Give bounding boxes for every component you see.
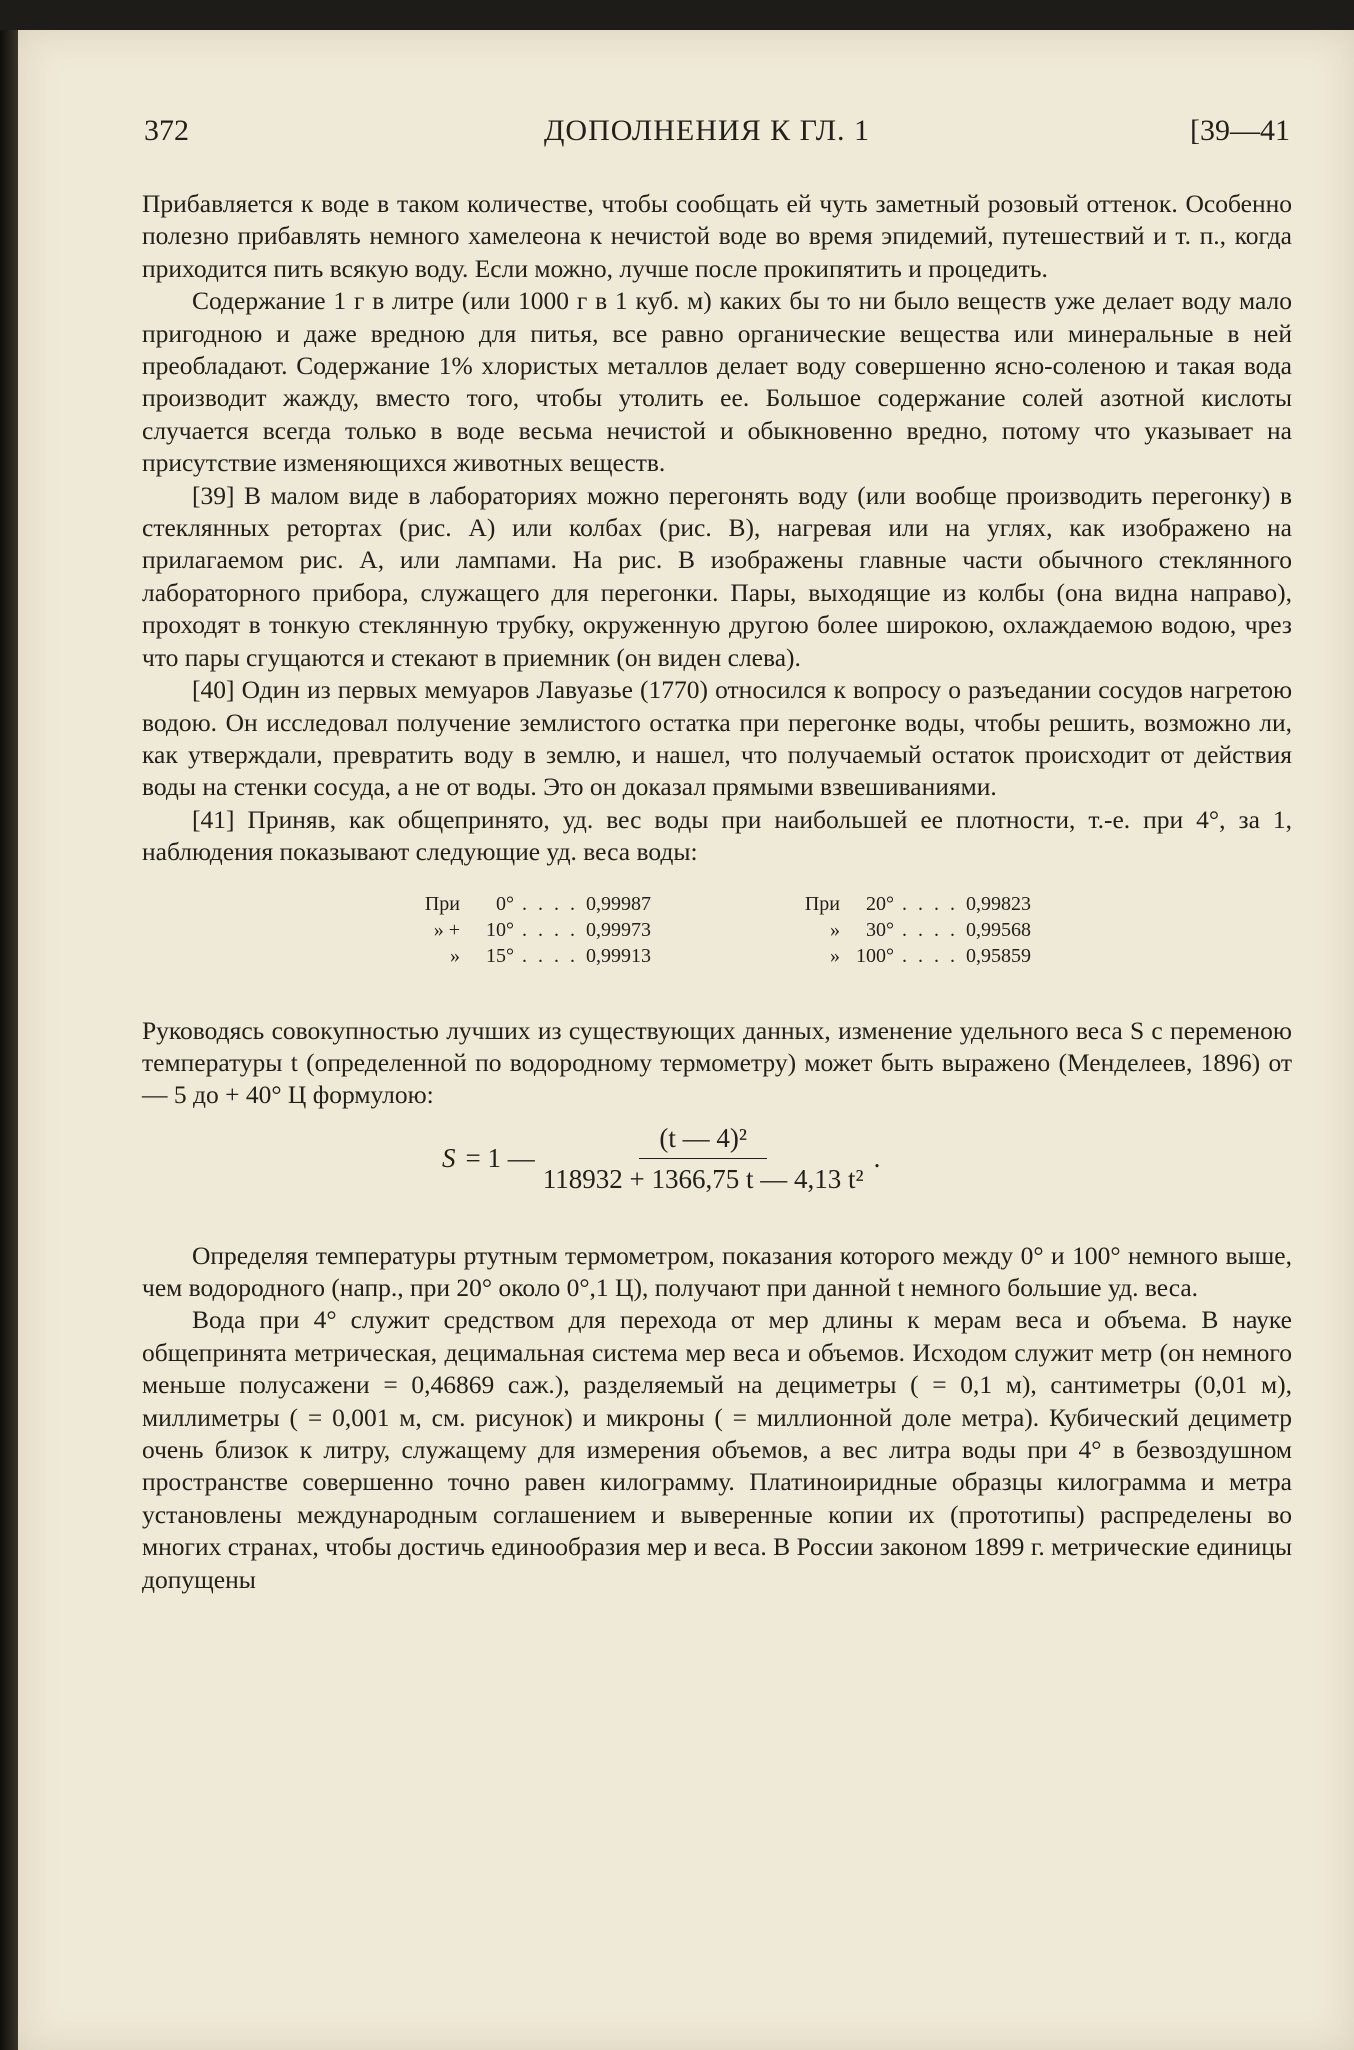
formula-numerator: (t — 4)² [639, 1122, 767, 1159]
density-table-right-column [760, 891, 1080, 969]
row-value: 0,99913 [586, 944, 651, 967]
density-table [380, 891, 1080, 969]
table-row [380, 917, 700, 943]
row-temperature: 0° [496, 892, 514, 915]
row-label: При [424, 892, 460, 915]
paragraph: Прибавляется к воде в таком количестве, чтобы сообщать ей чуть заметный розовый оттенок. Особенно полезно прибавлять немного хамелеона к нечистой воде во время эпидемий, путешествий и т. п., когда приходится пить всякую воду. Если можно, лучше после прокипятить и процедить. [142, 189, 1292, 283]
note-40: [40] Один из первых мемуаров Лавуазье (1770) относился к вопросу о разъедании сосудов нагретою водою. Он исследовал получение землистого остатка при перегонке воды, чтобы решить, возможно ли, как утверждали, превратить воду в землю, и нашел, что получаемый остаток происходит от действия воды на стенки сосуда, а не от воды. Это он доказал прямыми взвешиваниями. [142, 675, 1292, 802]
table-row [380, 891, 700, 917]
row-value: 0,99987 [586, 892, 651, 915]
row-temperature: 20° [866, 892, 894, 915]
paragraph-metric-system: Вода при 4° служит средством для перехода от мер длины к мерам веса и объема. В науке общепринята метрическая, децимальная система мер веса и объемов. Исходом служит метр (он немного меньше полусажени = 0,46869 саж.), разделяемый на дециметры ( = 0,1 м), сантиметры (0,01 м), миллиметры ( = 0,001 м, см. рисунок) и микроны ( = миллионной доле метра). Кубический дециметр очень близок к литру, служащему для измерения объемов, а вес литра воды при 4° в безвоздушном пространстве совершенно точно равен килограмму. Платиноиридные образцы килограмма и метра установлены международным соглашением и выверенные копии их (прототипы) распределены во многих странах, чтобы достичь единообразия мер и веса. В России законом 1899 г. метрические единицы допущены [142, 1305, 1292, 1594]
row-temperature: 15° [486, 944, 514, 967]
row-value: 0,95859 [966, 944, 1031, 967]
paragraph: Содержание 1 г в литре (или 1000 г в 1 куб. м) каких бы то ни было веществ уже делает воду мало пригодною и даже вредною для питья, все равно органические вещества или минеральные в ней преобладают. Содержание 1% хлористых металлов делает воду совершенно ясно-соленою и такая вода производит жажду, вместо того, чтобы утолить ее. Большое содержание солей азотной кислоты случается всегда только в воде весьма нечистой и обыкновенно вредно, потому что указывает на присутствие изменяющихся животных веществ. [142, 286, 1292, 478]
row-leader: . . . . [522, 892, 578, 915]
table-row [380, 943, 700, 969]
running-title: ДОПОЛНЕНИЯ К ГЛ. 1 [543, 114, 871, 147]
row-temperature: 10° [486, 918, 514, 941]
row-value: 0,99973 [586, 918, 651, 941]
section-range: [39—41 [1190, 114, 1290, 147]
density-table-left-column [380, 891, 700, 969]
density-formula [442, 1122, 1292, 1196]
formula-period: . [873, 1143, 881, 1174]
row-leader: . . . . [902, 892, 958, 915]
row-label: При [804, 892, 840, 915]
row-label: » [450, 944, 460, 967]
table-row [760, 891, 1080, 917]
table-row [760, 917, 1080, 943]
formula-lhs: S [442, 1143, 456, 1174]
row-label: » [830, 918, 840, 941]
row-temperature: 100° [856, 944, 894, 967]
paragraph: Определяя температуры ртутным термометром, показания которого между 0° и 100° немного выше, чем водородного (напр., при 20° около 0°,1 Ц), получают при данной t немного большие уд. веса. [142, 1240, 1292, 1302]
note-39: [39] В малом виде в лабораториях можно перегонять воду (или вообще производить перегонку) в стеклянных ретортах (рис. А) или колбах (рис. В), нагревая или на углях, как изображено на прилагаемом рис. А, или лампами. На рис. В изображены главные части обычного стеклянного лабораторного прибора, служащего для перегонки. Пары, выходящие из колбы (она видна направо), проходят в тонкую стеклянную трубку, окруженную другою более широкою, охлаждаемою водою, чрез что пары сгущаются и стекают в приемник (он виден слева). [142, 480, 1292, 672]
page-number: 372 [144, 114, 189, 147]
row-label: » [830, 944, 840, 967]
row-temperature: 30° [866, 918, 894, 941]
row-value: 0,99568 [966, 918, 1031, 941]
table-row [760, 943, 1080, 969]
page-header [124, 96, 1290, 156]
formula-equals: = 1 — [465, 1143, 535, 1174]
book-spine-shadow [0, 30, 18, 2050]
row-label: » + [433, 918, 460, 941]
row-leader: . . . . [522, 944, 578, 967]
formula-intro: Руководясь совокупностью лучших из существующих данных, изменение удельного веса S с переменою температуры t (определенной по водородному термометру) может быть выражено (Менделеев, 1896) от — 5 до + 40° Ц формулою: [142, 1015, 1292, 1110]
note-41: [41] Приняв, как общепринято, уд. вес воды при наибольшей ее плотности, т.-е. при 4°, за 1, наблюдения показывают следующие уд. веса воды: [142, 804, 1292, 867]
formula-fraction [543, 1122, 864, 1196]
row-leader: . . . . [522, 918, 578, 941]
row-leader: . . . . [902, 944, 958, 967]
formula-denominator: 118932 + 1366,75 t — 4,13 t² [542, 1164, 864, 1195]
row-value: 0,99823 [966, 892, 1031, 915]
page-body [142, 188, 1292, 1596]
row-leader: . . . . [902, 918, 958, 941]
